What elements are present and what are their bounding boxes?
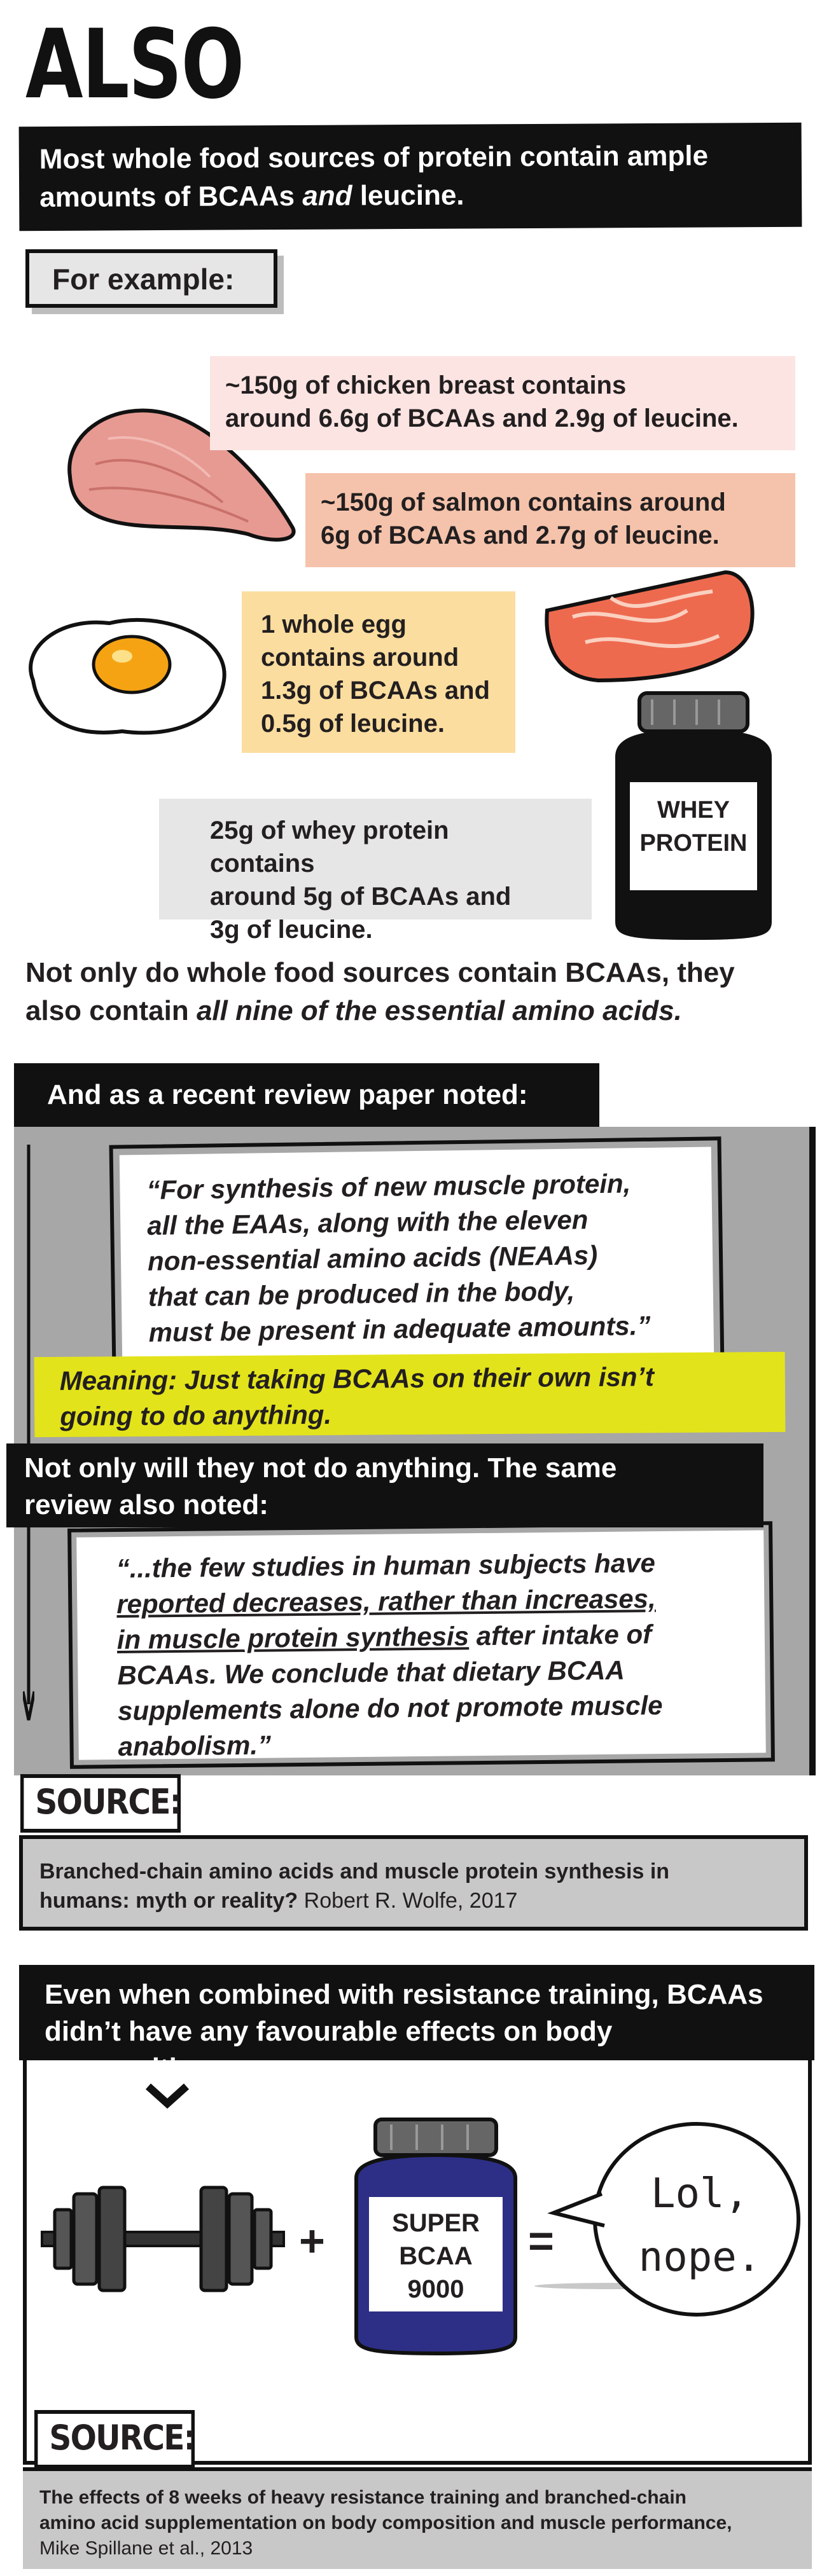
combined-line: didn’t have any favourable effects on body composition. (45, 2016, 613, 2084)
source-1-citation (19, 1835, 808, 1931)
plus-sign: + (299, 2216, 325, 2266)
intro-line-1: Most whole food sources of protein contain ample (39, 140, 709, 176)
quote-line: all the EAAs, along with the eleven (146, 1204, 589, 1241)
statement-text (25, 954, 808, 1030)
fact-line: 3g of leucine. (210, 916, 373, 944)
intro-line-2 (39, 175, 781, 217)
statement-line (25, 992, 808, 1030)
intro-text-end: leucine. (352, 179, 464, 212)
quote-line: “...the few studies in human subjects have (116, 1548, 656, 1584)
meaning-line: Meaning: Just taking BCAAs on their own isn’t (59, 1361, 655, 1396)
quote-line-underlined: reported decreases, rather than increases, (116, 1583, 656, 1620)
notonly-heading (6, 1443, 763, 1527)
fact-whey (159, 799, 592, 944)
fact-line: around 5g of BCAAs and (210, 883, 512, 911)
source-1-label: SOURCE: (20, 1774, 181, 1833)
fried-egg-icon (14, 598, 243, 750)
source-1-title: Branched-chain amino acids and muscle protein synthesis in (39, 1859, 670, 1884)
whey-jar-label-line: PROTEIN (639, 830, 748, 857)
intro-text: amounts of BCAAs (39, 180, 303, 214)
bcaa-jar-label (366, 2207, 506, 2306)
dumbbell-icon (36, 2175, 290, 2302)
quote-line: anabolism.” (118, 1730, 272, 1761)
page-title: ALSO (25, 10, 244, 120)
whey-jar-label-line: WHEY (657, 797, 730, 823)
statement-text-part: also contain (25, 995, 197, 1026)
quote-underlined-part: in muscle protein synthesis (116, 1621, 470, 1655)
fact-line: around 6.6g of BCAAs and 2.9g of leucine. (225, 404, 739, 432)
fact-line: ~150g of chicken breast contains (225, 371, 627, 399)
fact-chicken (210, 356, 795, 450)
fact-salmon (305, 473, 795, 567)
notonly-line: Not only will they not do anything. The same (24, 1452, 617, 1484)
review-quote-1 (120, 1147, 714, 1365)
source-2-title-cont: amino acid supplementation on body composition and muscle performance, (39, 2512, 732, 2533)
quote-line: that can be produced in the body, (148, 1276, 575, 1312)
quote-line: “For synthesis of new muscle protein, (146, 1168, 631, 1205)
quote-line: non-essential amino acids (NEAAs) (147, 1240, 598, 1276)
fact-line: 0.5g of leucine. (261, 710, 445, 738)
speech-line: Lol, (650, 2170, 749, 2217)
bcaa-label-line: 9000 (407, 2275, 464, 2303)
example-label: For example: (25, 249, 277, 308)
quote-line: supplements alone do not promote muscle (117, 1690, 663, 1726)
bcaa-label-line: SUPER (392, 2209, 480, 2237)
meaning-line: going to do anything. (60, 1399, 332, 1431)
source-2-citation (23, 2467, 812, 2569)
source-2-author: Mike Spillane et al., 2013 (39, 2538, 253, 2559)
speech-bubble-text (611, 2162, 789, 2289)
quote-line (117, 1616, 726, 1658)
notonly-line: review also noted: (24, 1489, 268, 1520)
fact-egg (242, 591, 515, 753)
quote-text-part: after intake of (468, 1619, 652, 1651)
fact-line: contains around (261, 644, 459, 672)
combined-line: Even when combined with resistance training, BCAAs (45, 1979, 763, 2010)
bcaa-label-line: BCAA (399, 2242, 473, 2270)
source-2-title: The effects of 8 weeks of heavy resistance training and branched-chain (39, 2487, 686, 2508)
intro-banner (19, 123, 802, 231)
source-2-label: SOURCE: (34, 2410, 195, 2469)
equals-sign: = (528, 2216, 554, 2266)
fact-line: 1.3g of BCAAs and (261, 677, 491, 705)
intro-emphasis: and (302, 180, 352, 212)
fact-line: 6g of BCAAs and 2.7g of leucine. (321, 521, 720, 549)
fact-line: ~150g of salmon contains around (321, 488, 726, 516)
meaning-highlight (34, 1352, 786, 1437)
quote-line: must be present in adequate amounts.” (148, 1310, 651, 1347)
speech-line: nope. (638, 2234, 762, 2281)
fact-line: 1 whole egg (261, 610, 407, 638)
review-heading: And as a recent review paper noted: (14, 1063, 599, 1127)
statement-line: Not only do whole food sources contain BCAAs, they (25, 957, 735, 988)
review-quote-2 (76, 1530, 766, 1760)
quote-line: BCAAs. We conclude that dietary BCAA (117, 1655, 625, 1691)
source-1-author: Robert R. Wolfe, 2017 (298, 1889, 518, 1913)
source-1-title-cont: humans: myth or reality? (39, 1889, 298, 1913)
salmon-icon (534, 560, 763, 687)
statement-emphasis: all nine of the essential amino acids. (196, 995, 682, 1026)
combined-heading (19, 1965, 814, 2084)
down-arrow-icon (23, 1145, 34, 1723)
fact-line: 25g of whey protein contains (210, 816, 449, 878)
chevron-down-icon (145, 2083, 190, 2109)
whey-jar-label (630, 794, 757, 860)
